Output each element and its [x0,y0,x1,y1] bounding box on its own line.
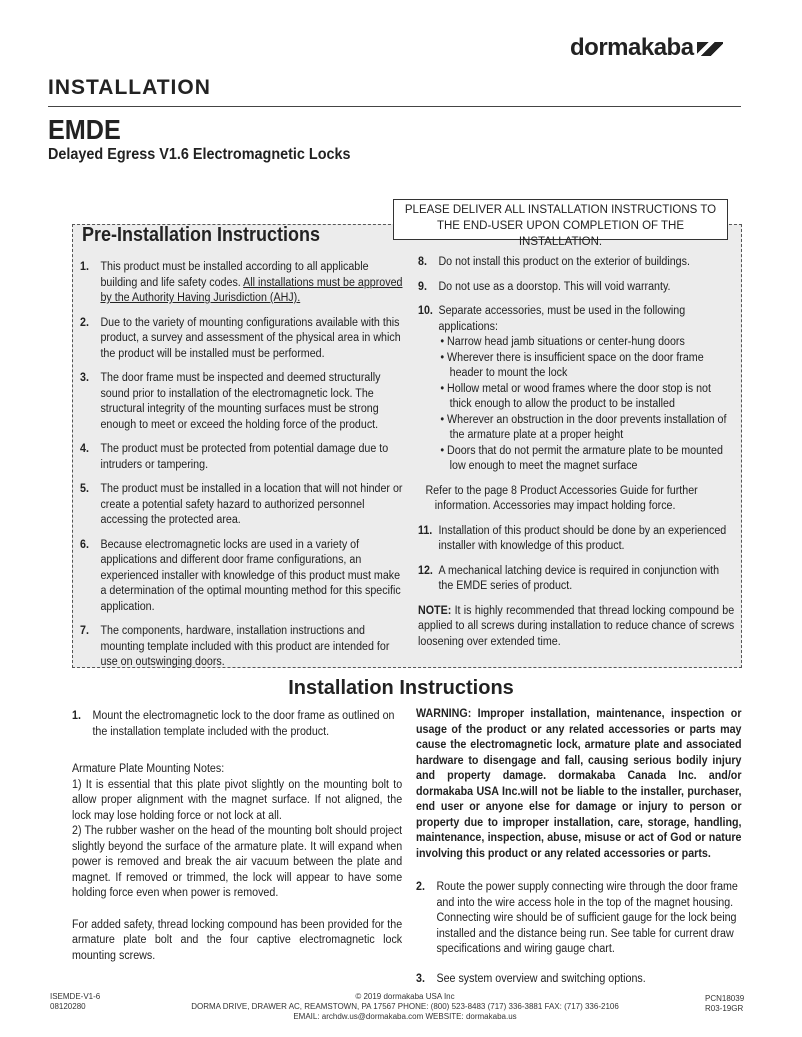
pre-item [80,442,406,473]
pre-right-column [418,255,734,650]
pre-item [418,564,734,595]
step-number: 2. [416,881,425,893]
item-number: 2. [80,316,89,329]
item-number: 1. [80,261,89,273]
install-left-column [72,709,402,964]
installation-title: Installation Instructions [288,677,514,699]
item-text: Installation of this product should be done by an experienced installer with knowledge of this product. [438,524,727,552]
doc-code: ISEMDE-V1-6 [50,992,101,1001]
item-number: 6. [80,538,89,551]
logo-text: dormakaba [570,34,694,61]
step-number: 1. [72,710,81,722]
pre-item [418,280,734,296]
pre-item [80,260,406,307]
warning-text: WARNING: Improper installation, maintenance, inspection or usage of the product or any related accessories or parts may cause the electromagnetic lock, armature plate and associated hardware to disengage and fall, causing serious bodily injury and property damage. dormakaba Canada Inc. and/or dormakaba USA Inc.will not be liable to the installer, purchaser, end user or anyone else for damage or injury to person or property due to improper installation, care, storage, handling, maintenance, inspection, abuse, misuse or act of God or nature involving this product or any related accessories or parts. [416,708,742,860]
bullet: • Hollow metal or wood frames where the door stop is not thick enough to allow the product to be installed [440,382,711,410]
doc-number: 08120280 [50,1002,86,1011]
refer-text: Refer to the page 8 Product Accessories Guide for further information. Accessories may impact holding force. [425,484,698,512]
item-number: 9. [418,280,427,293]
divider [48,106,741,107]
bullet-text: Hollow metal or wood frames where the door stop is not thick enough to allow the product to be installed [447,382,711,410]
item-number: 7. [80,625,89,637]
bullet: • Narrow head jamb situations or center-hung doors [440,336,685,348]
pre-item [418,524,734,555]
step-text: Route the power supply connecting wire through the door frame and into the wire access hole in the top of the magnet housing. Connecting wire should be of sufficient gauge for the lock being installed and the distance being run. See table for current draw specifications and wiring gauge chart. [436,881,738,955]
armature-note: 2) The rubber washer on the head of the mounting bolt should project slightly beyond the surface of the armature plate. It will expand when power is removed and break the air vacuum between the plate and magnet. If removed or trimmed, the lock will appear to have some holding force even when power is removed. [72,825,403,899]
bullet: • Wherever an obstruction in the door prevents installation of the armature plate at a proper height [440,413,727,441]
item-number: 10. [418,305,433,317]
bullet: • Wherever there is insufficient space on the door frame header to mount the lock [440,351,704,379]
install-step [416,972,742,988]
item-text: The components, hardware, installation instructions and mounting template included with this product are intended for use on outswinging doors. [100,625,390,668]
section-heading: INSTALLATION [48,76,211,99]
install-step [72,709,402,740]
item-text: Do not use as a doorstop. This will void warranty. [438,280,671,293]
pcn: PCN18039 [705,994,745,1003]
item-number: 4. [80,443,89,455]
bullet-text: Narrow head jamb situations or center-hung doors [447,336,685,348]
install-step [416,880,742,958]
pre-item [80,538,406,616]
step-text: Mount the electromagnetic lock to the door frame as outlined on the installation template included with the product. [92,710,395,738]
pre-item [418,255,734,271]
note [418,604,734,651]
pre-item [80,316,406,363]
item-text: The product must be installed in a location that will not hinder or create a potential safety hazard to authorized personnel accessing the protected area. [100,483,403,526]
product-title: EMDE [48,114,121,145]
pre-left-column [80,260,406,680]
item-number: 11. [418,524,433,537]
item-text: This product must be installed according to all applicable building and life safety codes. [100,261,369,289]
item-number: 5. [80,483,89,495]
footer-revision [705,994,744,1014]
pre-installation-title: Pre-Installation Instructions [82,224,321,246]
step-text: See system overview and switching options. [436,972,646,985]
bullet: • Doors that do not permit the armature plate to be mounted low enough to meet the magnet surface [440,444,723,472]
delivery-callout: PLEASE DELIVER ALL INSTALLATION INSTRUCTIONS TO THE END-USER UPON COMPLETION OF THE INSTALLATION. [393,199,728,240]
safety-text: For added safety, thread locking compound has been provided for the armature plate bolt and the four captive electromagnetic lock mounting screws. [72,918,403,962]
pre-item [80,624,406,671]
armature-notes-title: Armature Plate Mounting Notes: [72,763,225,775]
item-text: A mechanical latching device is required in conjunction with the EMDE series of product. [438,564,720,592]
footer-doc-id [50,992,100,1012]
copyright: © 2019 dormakaba USA Inc [355,992,455,1001]
note-text: It is highly recommended that thread locking compound be applied to all screws during installation to reduce chance of screws loosening over extended time. [418,604,735,648]
item-number: 12. [418,564,433,577]
item-text: Separate accessories, must be used in the following applications: [438,305,686,333]
bullet-text: Doors that do not permit the armature plate to be mounted low enough to meet the magnet surface [447,444,723,472]
logo-mark-icon [697,42,723,56]
dormakaba-logo [570,34,723,62]
item-number: 3. [80,372,89,384]
product-subtitle: Delayed Egress V1.6 Electromagnetic Locks [48,146,351,163]
item-text: Do not install this product on the exterior of buildings. [438,256,690,268]
step-number: 3. [416,972,425,985]
bullet-text: Wherever an obstruction in the door prevents installation of the armature plate at a proper height [447,413,727,441]
note-label: NOTE: [418,604,452,617]
address: DORMA DRIVE, DRAWER AC, REAMSTOWN, PA 17567 PHONE: (800) 523-8483 (717) 336-3881 FAX: (717) 336-2106 [191,1002,619,1011]
pre-item [80,482,406,529]
pre-item [418,304,734,335]
pre-item [80,371,406,433]
item-number: 8. [418,256,427,268]
item-text: Because electromagnetic locks are used in a variety of applications and different door frame configurations, an experienced installer with knowledge of this product must make a determination of the optimal mounting method for this specific application. [100,538,401,613]
item-text: Due to the variety of mounting configurations available with this product, a survey and assessment of the physical area in which the product will be installed must be performed. [100,316,401,360]
install-right-column [416,707,742,996]
item-text: The door frame must be inspected and deemed structurally sound prior to installation of the electromagnetic lock. The structural integrity of the mounting surfaces must be strong enough to meet or exceed the holding force of the product. [100,372,381,431]
item-underlined-text: All installations must be approved by the Authority Having Jurisdiction (AHJ). [100,276,403,304]
item-text: The product must be protected from potential damage due to intruders or tampering. [100,443,389,471]
revision: R03-19GR [705,1004,744,1013]
armature-note: 1) It is essential that this plate pivot slightly on the mounting bolt to allow proper alignment with the magnet surface. If not aligned, the lock may lose holding force or not lock at all. [72,778,403,822]
email-website: EMAIL: archdw.us@dormakaba.com WEBSITE: dormakaba.us [293,1012,517,1021]
footer-contact [150,992,660,1022]
bullet-text: Wherever there is insufficient space on the door frame header to mount the lock [447,351,704,379]
